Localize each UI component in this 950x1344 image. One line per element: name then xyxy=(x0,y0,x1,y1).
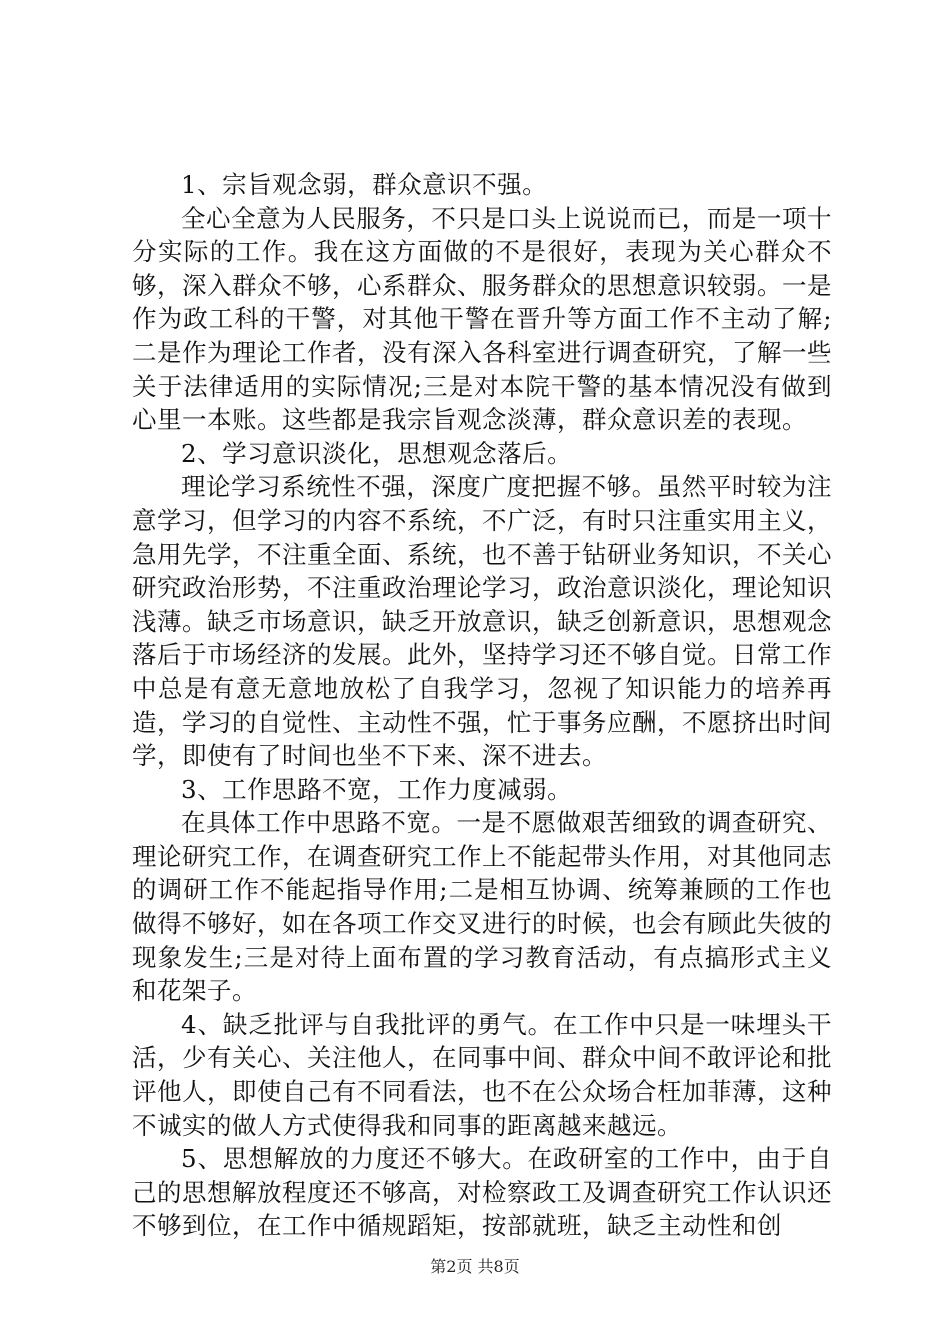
paragraph-heading-2: 2、学习意识淡化，思想观念落后。 xyxy=(181,438,573,468)
page-footer: 第2页 共8页 xyxy=(430,1257,520,1276)
paragraph-body-3: 在具体工作中思路不宽。一是不愿做艰苦细致的调查研究、理论研究工作，在调查研究工作上不能起带头作用，对其他同志的调研工作不能起指导作用;二是相互协调、统筹兼顾的工作也做得不够好，如在各项工作交叉进行的时候，也会有顾此失彼的现象发生;三是对待上面布置的学习教育活动，有点搞形式主义和花架子。 xyxy=(132,808,832,1006)
paragraph-item-5: 5、思想解放的力度还不够大。在政研室的工作中，由于自己的思想解放程度还不够高，对检察政工及调查研究工作认识还不够到位，在工作中循规蹈矩，按部就班，缺乏主动性和创 xyxy=(132,1144,832,1241)
document-body xyxy=(132,168,832,1243)
paragraph-item-4: 4、缺乏批评与自我批评的勇气。在工作中只是一味埋头干活，少有关心、关注他人，在同事中间、群众中间不敢评论和批评他人，即使自己有不同看法，也不在公众场合枉加菲薄，这种不诚实的做人方式使得我和同事的距离越来越远。 xyxy=(132,1009,832,1140)
paragraph-heading-3: 3、工作思路不宽，工作力度减弱。 xyxy=(181,774,573,804)
paragraph-heading-1: 1、宗旨观念弱，群众意识不强。 xyxy=(181,170,548,199)
paragraph-body-1: 全心全意为人民服务，不只是口头上说说而已，而是一项十分实际的工作。我在这方面做的不是很好，表现为关心群众不够，深入群众不够，心系群众、服务群众的思想意识较弱。一是作为政工科的干警，对其他干警在晋升等方面工作不主动了解;二是作为理论工作者，没有深入各科室进行调查研究，了解一些关于法律适用的实际情况;三是对本院干警的基本情况没有做到心里一本账。这些都是我宗旨观念淡薄，群众意识差的表现。 xyxy=(132,203,832,435)
paragraph-body-2: 理论学习系统性不强，深度广度把握不够。虽然平时较为注意学习，但学习的内容不系统，不广泛，有时只注重实用主义，急用先学，不注重全面、系统，也不善于钻研业务知识，不关心研究政治形势，不注重政治理论学习，政治意识淡化，理论知识浅薄。缺乏市场意识，缺乏开放意识，缺乏创新意识，思想观念落后于市场经济的发展。此外，坚持学习还不够自觉。日常工作中总是有意无意地放松了自我学习，忽视了知识能力的培养再造，学习的自觉性、主动性不强，忙于事务应酬，不愿挤出时间学，即使有了时间也坐不下来、深不进去。 xyxy=(132,472,832,771)
